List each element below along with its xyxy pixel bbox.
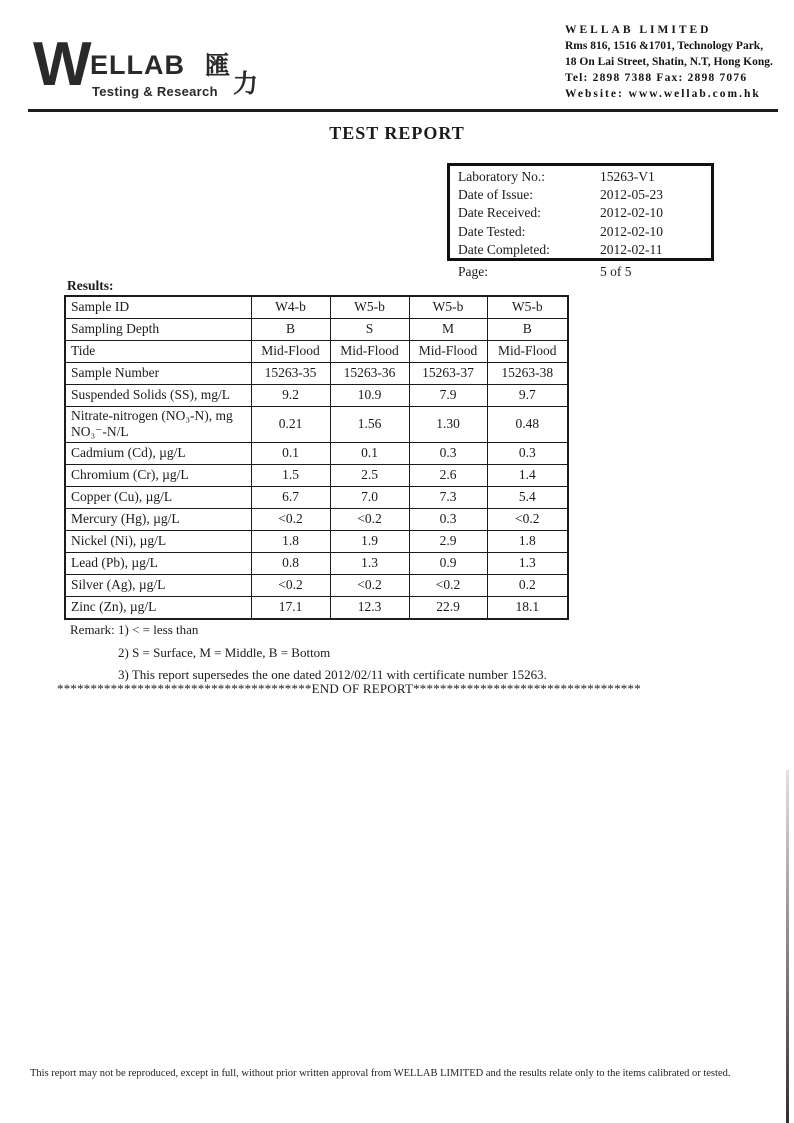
value-cell: 1.56 (330, 406, 409, 443)
value-cell: 1.30 (409, 406, 487, 443)
page-value: 5 of 5 (600, 264, 632, 279)
company-website-line: Website: www.wellab.com.hk (565, 88, 761, 100)
value-cell: Mid-Flood (487, 340, 568, 362)
results-table (64, 295, 569, 620)
value-cell: 0.21 (251, 406, 330, 443)
results-table-row (65, 384, 568, 406)
lab-info-label: Laboratory No.: (458, 169, 545, 184)
parameter-cell: Zinc (Zn), µg/L (65, 597, 251, 619)
value-cell: 0.9 (409, 553, 487, 575)
value-cell: S (330, 318, 409, 340)
results-table-row (65, 443, 568, 465)
value-cell: 22.9 (409, 597, 487, 619)
value-cell: 10.9 (330, 384, 409, 406)
value-cell: 0.1 (251, 443, 330, 465)
lab-info-value: 2012-02-11 (600, 241, 663, 257)
results-table-row (65, 465, 568, 487)
value-cell: Mid-Flood (330, 340, 409, 362)
value-cell: 1.5 (251, 465, 330, 487)
parameter-cell: Cadmium (Cd), µg/L (65, 443, 251, 465)
lab-info-value: 15263-V1 (600, 169, 655, 184)
lab-info-row (458, 241, 711, 259)
value-cell: Mid-Flood (409, 340, 487, 362)
value-cell: 0.3 (487, 443, 568, 465)
value-cell: 2.6 (409, 465, 487, 487)
end-of-report-line: **************************************END OF REPORT********************************** (57, 681, 641, 696)
parameter-cell: Chromium (Cr), µg/L (65, 465, 251, 487)
value-cell: <0.2 (251, 575, 330, 597)
lab-info-label: Date of Issue: (458, 187, 533, 203)
page-number-row (447, 263, 714, 281)
logo-chinese-char-1: 匯 (205, 52, 231, 80)
results-table-body (65, 296, 568, 619)
company-address-line2: 18 On Lai Street, Shatin, N.T, Hong Kong. (565, 56, 773, 68)
lab-info-value: 2012-02-10 (600, 223, 663, 239)
value-cell: 5.4 (487, 487, 568, 509)
lab-info-label: Date Received: (458, 205, 541, 221)
value-cell: M (409, 318, 487, 340)
parameter-cell: Tide (65, 340, 251, 362)
company-name: WELLAB LIMITED (565, 24, 712, 36)
value-cell: <0.2 (487, 509, 568, 531)
value-cell: 0.3 (409, 509, 487, 531)
remark-line-1: Remark: 1) < = less than (70, 622, 199, 637)
results-table-row (65, 340, 568, 362)
value-cell: W4-b (251, 296, 330, 318)
value-cell: W5-b (487, 296, 568, 318)
remark-line-3: 3) This report supersedes the one dated 2012/02/11 with certificate number 15263. (118, 667, 547, 682)
value-cell: 1.8 (487, 531, 568, 553)
lab-info-label: Date Completed: (458, 241, 550, 257)
value-cell: 1.9 (330, 531, 409, 553)
lab-info-box (447, 163, 714, 261)
parameter-cell: Suspended Solids (SS), mg/L (65, 384, 251, 406)
results-table-row (65, 531, 568, 553)
value-cell: 1.3 (330, 553, 409, 575)
lab-info-row (458, 204, 711, 222)
results-table-row (65, 487, 568, 509)
results-heading: Results: (67, 278, 114, 293)
lab-info-row (458, 168, 711, 186)
lab-info-value: 2012-05-23 (600, 187, 663, 203)
parameter-cell: Sampling Depth (65, 318, 251, 340)
value-cell: 1.3 (487, 553, 568, 575)
value-cell: 7.3 (409, 487, 487, 509)
footer-disclaimer: This report may not be reproduced, except in full, without prior written approval from WELLAB LIMITED and the results relate only to the items calibrated or tested. (30, 1068, 731, 1079)
value-cell: W5-b (330, 296, 409, 318)
value-cell: 0.48 (487, 406, 568, 443)
value-cell: 2.5 (330, 465, 409, 487)
logo-ellab-text: ELLAB (90, 50, 185, 80)
value-cell: 9.7 (487, 384, 568, 406)
value-cell: 7.9 (409, 384, 487, 406)
logo-w-letter: W (33, 30, 92, 99)
value-cell: 1.8 (251, 531, 330, 553)
results-table-row (65, 296, 568, 318)
value-cell: 17.1 (251, 597, 330, 619)
parameter-cell: Lead (Pb), µg/L (65, 553, 251, 575)
value-cell: <0.2 (330, 509, 409, 531)
parameter-cell: Sample Number (65, 362, 251, 384)
logo-tagline: Testing & Research (92, 84, 218, 99)
value-cell: Mid-Flood (251, 340, 330, 362)
lab-info-row (458, 186, 711, 204)
value-cell: 0.1 (330, 443, 409, 465)
value-cell: <0.2 (251, 509, 330, 531)
scan-edge-artifact (786, 770, 789, 1123)
value-cell: 15263-35 (251, 362, 330, 384)
value-cell: 1.4 (487, 465, 568, 487)
value-cell: W5-b (409, 296, 487, 318)
parameter-cell: Nitrate-nitrogen (NO₃-N), mg NO₃⁻-N/L (65, 406, 251, 443)
value-cell: 7.0 (330, 487, 409, 509)
value-cell: 6.7 (251, 487, 330, 509)
lab-info-label: Date Tested: (458, 223, 526, 239)
value-cell: 0.8 (251, 553, 330, 575)
wellab-logo (33, 30, 273, 108)
parameter-cell: Mercury (Hg), µg/L (65, 509, 251, 531)
remark-line-2: 2) S = Surface, M = Middle, B = Bottom (118, 645, 331, 660)
lab-info-row (458, 223, 711, 241)
company-address-line1: Rms 816, 1516 &1701, Technology Park, (565, 40, 764, 52)
value-cell: 12.3 (330, 597, 409, 619)
value-cell: 0.2 (487, 575, 568, 597)
lab-info-value: 2012-02-10 (600, 205, 663, 221)
value-cell: <0.2 (409, 575, 487, 597)
company-phone-line: Tel: 2898 7388 Fax: 2898 7076 (565, 72, 748, 84)
value-cell: B (251, 318, 330, 340)
value-cell: <0.2 (330, 575, 409, 597)
parameter-cell: Copper (Cu), µg/L (65, 487, 251, 509)
parameter-cell: Sample ID (65, 296, 251, 318)
logo-chinese-char-2: 力 (233, 70, 259, 98)
value-cell: 15263-36 (330, 362, 409, 384)
value-cell: 15263-38 (487, 362, 568, 384)
results-table-row (65, 406, 568, 443)
header-divider (28, 109, 778, 112)
company-info-block (565, 22, 790, 102)
results-table-row (65, 362, 568, 384)
results-table-row (65, 318, 568, 340)
value-cell: 2.9 (409, 531, 487, 553)
parameter-cell: Nickel (Ni), µg/L (65, 531, 251, 553)
value-cell: 0.3 (409, 443, 487, 465)
value-cell: B (487, 318, 568, 340)
results-table-row (65, 553, 568, 575)
results-table-row (65, 575, 568, 597)
page-label: Page: (458, 264, 488, 279)
parameter-cell: Silver (Ag), µg/L (65, 575, 251, 597)
value-cell: 15263-37 (409, 362, 487, 384)
value-cell: 9.2 (251, 384, 330, 406)
value-cell: 18.1 (487, 597, 568, 619)
results-table-row (65, 597, 568, 619)
page-title: TEST REPORT (329, 123, 465, 143)
results-table-row (65, 509, 568, 531)
